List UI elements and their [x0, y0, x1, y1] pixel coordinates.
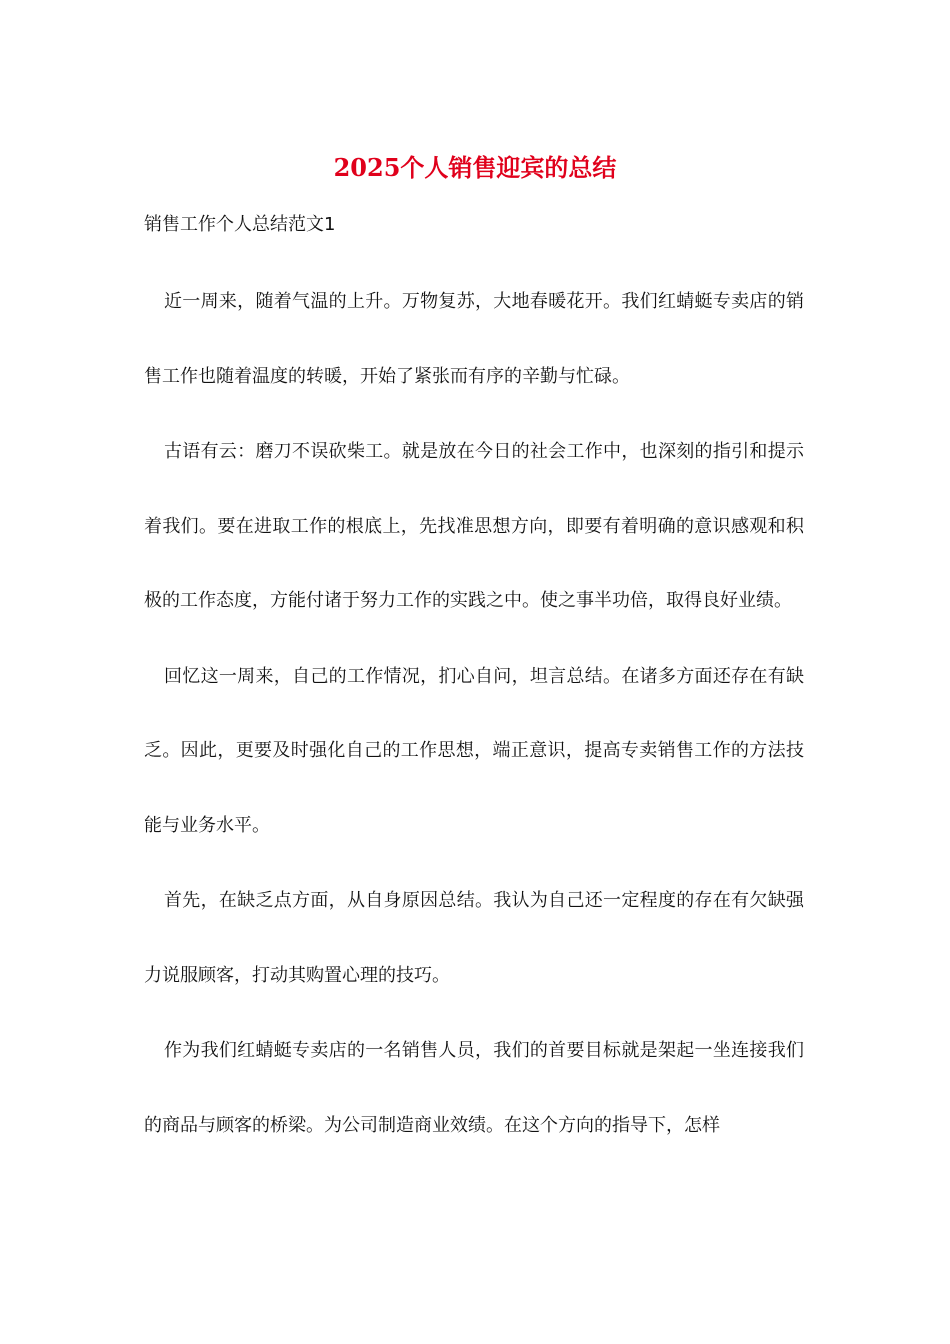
- paragraph: 首先，在缺乏点方面，从自身原因总结。我认为自己还一定程度的存在有欠缺强力说服顾客，打动其购置心理的技巧。: [144, 890, 804, 986]
- document-title: 2025个人销售迎宾的总结: [333, 153, 617, 182]
- paragraph: 回忆这一周来，自己的工作情况，扪心自问，坦言总结。在诸多方面还存在有缺乏。因此，更要及时强化自己的工作思想，端正意识，提高专卖销售工作的方法技能与业务水平。: [144, 665, 804, 836]
- document-subtitle: 销售工作个人总结范文1: [144, 214, 336, 235]
- paragraph: 古语有云：磨刀不误砍柴工。就是放在今日的社会工作中，也深刻的指引和提示着我们。要在进取工作的根底上，先找准思想方向，即要有着明确的意识感观和积极的工作态度，方能付诸于努力工作的实践之中。使之事半功倍，取得良好业绩。: [144, 441, 804, 611]
- document-body: [144, 265, 804, 1164]
- paragraph: 作为我们红蜻蜓专卖店的一名销售人员，我们的首要目标就是架起一坐连接我们的商品与顾客的桥梁。为公司制造商业效绩。在这个方向的指导下，怎样: [144, 1040, 804, 1136]
- paragraph: 近一周来，随着气温的上升。万物复苏，大地春暖花开。我们红蜻蜓专卖店的销售工作也随着温度的转暖，开始了紧张而有序的辛勤与忙碌。: [144, 291, 804, 387]
